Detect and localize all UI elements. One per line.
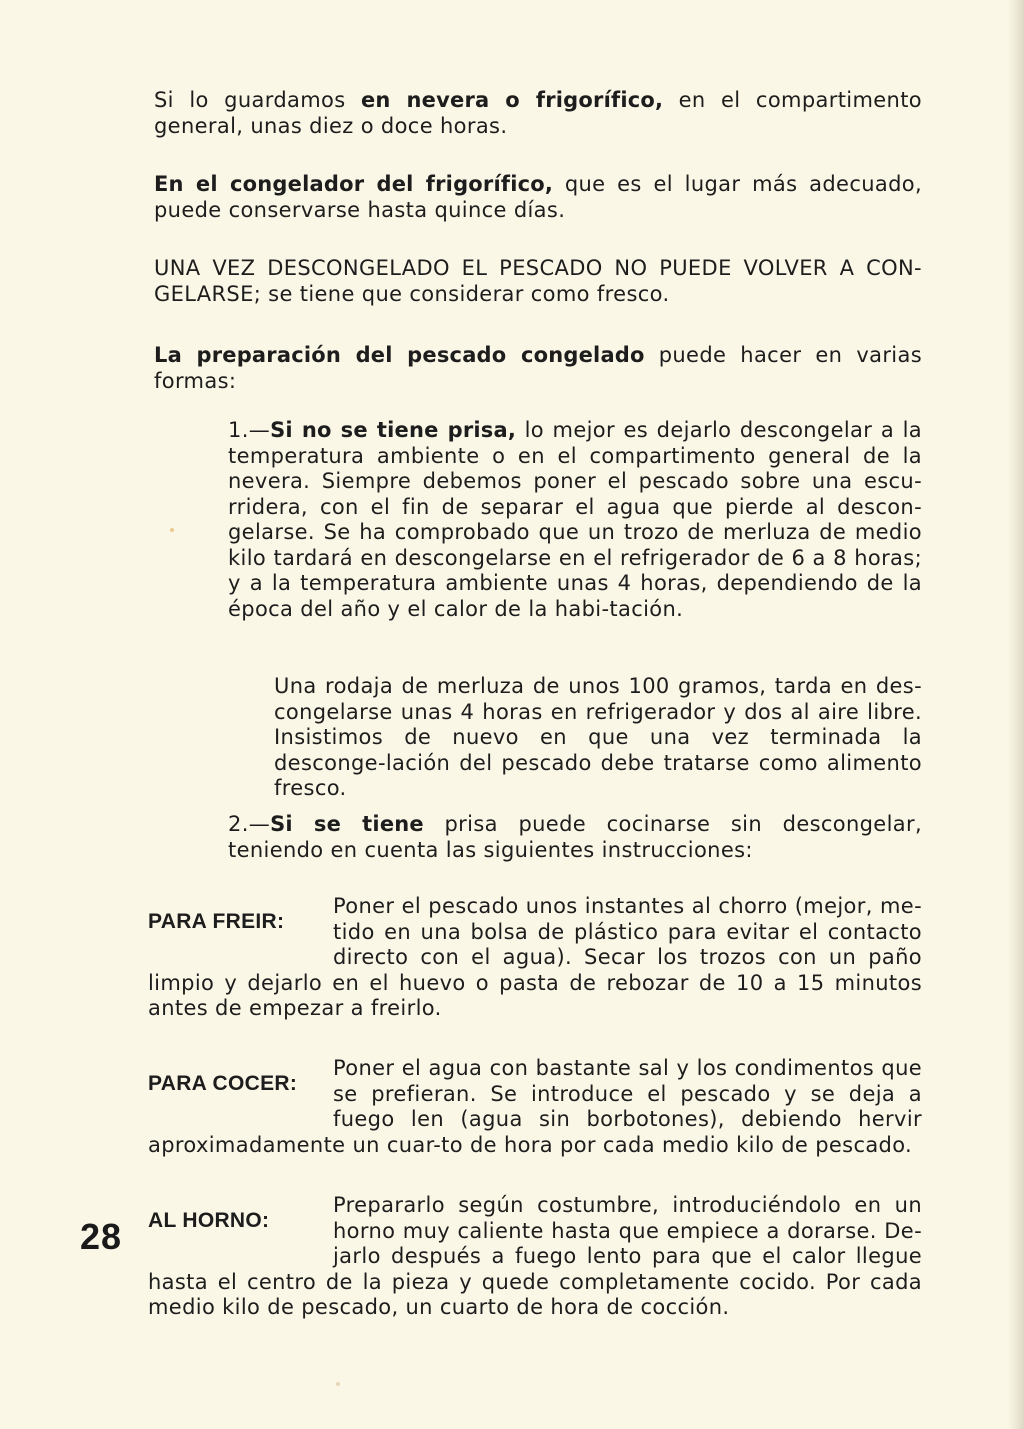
paper-speck	[170, 528, 174, 532]
section-text: Prepararlo según costumbre, introduciéndolo en un horno muy caliente hasta que empiece a dorarse. De-jarlo después a fuego lento para que el calor llegue hasta el centro de la pieza y quede completamente cocido. Por cada medio kilo de pescado, un cuarto de hora de cocción.	[148, 1193, 922, 1319]
section-title: AL HORNO:	[148, 1209, 270, 1232]
section-title: PARA FREIR:	[148, 910, 285, 933]
list-item-text: prisa puede cocinarse sin descongelar, teniendo en cuenta las siguientes instrucciones:	[228, 812, 922, 862]
list-item-bold-text: Si se tiene	[270, 812, 424, 836]
paragraph-congelador	[154, 172, 922, 223]
section-para-freir	[148, 894, 922, 1022]
paragraph-text: UNA VEZ DESCONGELADO EL PESCADO NO PUEDE VOLVER A CON-GELARSE; se tiene que considerar como fresco.	[154, 256, 922, 306]
paragraph-text: que es el lugar más adecuado, puede conservarse hasta quince días.	[154, 172, 922, 222]
paragraph-text: Si lo guardamos	[154, 88, 361, 112]
paragraph-nevera	[154, 88, 922, 139]
paragraph-warning	[154, 256, 922, 307]
section-title: PARA COCER:	[148, 1072, 298, 1095]
list-item-number: 2.—	[228, 812, 271, 836]
page-number: 28	[80, 1216, 123, 1257]
paragraph-bold-text: La preparación del pescado congelado	[154, 343, 645, 367]
paper-speck	[336, 1382, 340, 1386]
list-item-text: lo mejor es dejarlo descongelar a la temperatura ambiente o en el compartimento general de la nevera. Siempre debemos poner el pescado sobre una escu-rridera, con el fin de separar el agua que pierde al descon-gelarse. Se ha comprobado que un trozo de merluza de medio kilo tardará en descongelarse en el refrigerador de 6 a 8 horas; y a la temperatura ambiente unas 4 horas, dependiendo de la época del año y el calor de la habi-tación.	[228, 418, 922, 621]
paragraph-bold-text: En el congelador del frigorífico,	[154, 172, 554, 196]
section-text: Poner el pescado unos instantes al chorro (mejor, me-tido en una bolsa de plástico para evitar el contacto directo con el agua). Secar los trozos con un paño limpio y dejarlo en el huevo o pasta de rebozar de 10 a 15 minutos antes de empezar a freirlo.	[148, 894, 922, 1020]
list-item-2	[228, 812, 922, 863]
paragraph-text: puede hacer en varias formas:	[154, 343, 922, 393]
list-item-1	[228, 418, 922, 622]
list-item-number: 1.—	[228, 418, 271, 442]
section-text: Poner el agua con bastante sal y los condimentos que se prefieran. Se introduce el pescado y se deja a fuego len (agua sin borbotones), debiendo hervir aproximadamente un cuar-to de hora por cada medio kilo de pescado.	[148, 1056, 922, 1157]
paragraph-preparacion	[154, 343, 922, 394]
list-item-1-note	[274, 674, 922, 802]
paragraph-text: en el compartimento general, unas diez o doce horas.	[154, 88, 922, 138]
paragraph-bold-text: en nevera o frigorífico,	[360, 88, 664, 112]
list-item-bold-text: Si no se tiene prisa,	[270, 418, 517, 442]
section-para-cocer	[148, 1056, 922, 1158]
list-item-text: Una rodaja de merluza de unos 100 gramos, tarda en des-congelarse unas 4 horas en refrigerador y dos al aire libre. Insistimos de nuevo en que una vez terminada la desconge-lación del pescado debe tratarse como alimento fresco.	[274, 674, 922, 800]
section-al-horno	[148, 1193, 922, 1321]
